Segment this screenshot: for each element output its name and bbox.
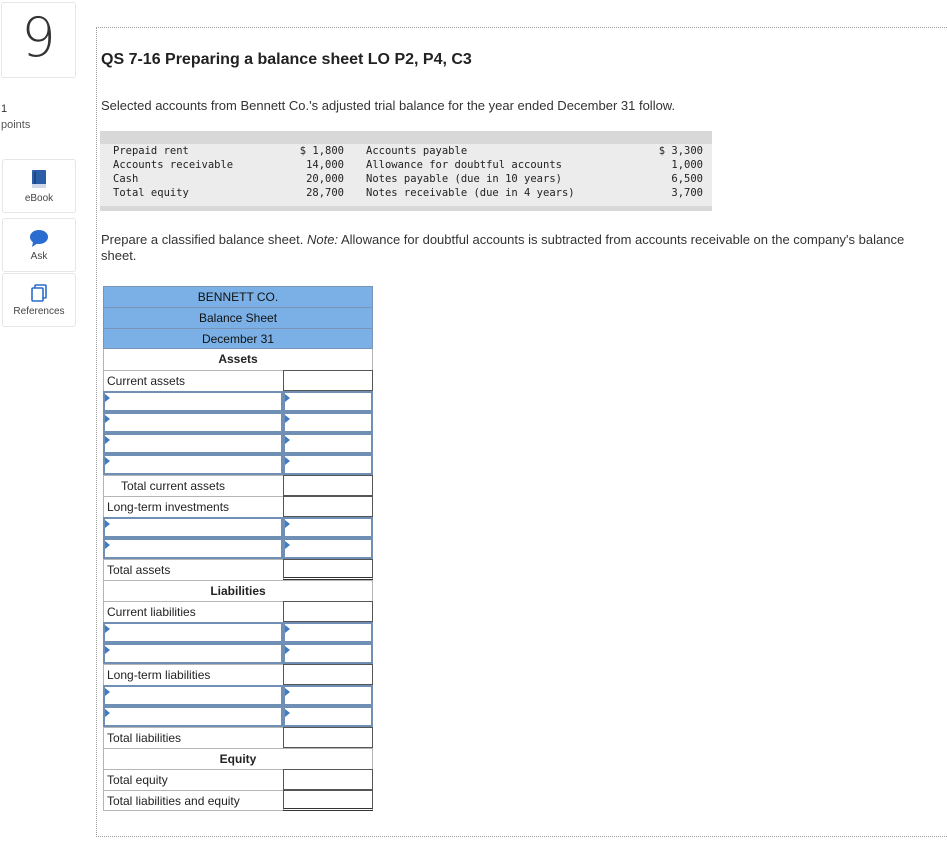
- question-number-box: [1, 2, 76, 78]
- long-term-liabilities-row: [103, 664, 373, 685]
- tb-right-amount-1: $ 3,300: [658, 145, 703, 157]
- current-asset-entry-3: [103, 433, 373, 454]
- tb-left-name-1: Prepaid rent: [113, 145, 189, 157]
- references-button[interactable]: [2, 273, 76, 327]
- total-liabilities-row: [103, 727, 373, 748]
- question-number: 9: [21, 6, 56, 69]
- total-equity-amount[interactable]: [283, 769, 373, 790]
- company-name: BENNETT CO.: [103, 286, 373, 307]
- balance-sheet-worksheet: [103, 286, 373, 811]
- question-prompt: [101, 232, 931, 264]
- current-assets-amount-cell: [283, 370, 373, 391]
- tb-left-name-4: Total equity: [113, 187, 189, 199]
- long-term-liability-account-1[interactable]: [103, 685, 283, 706]
- total-liabilities-amount[interactable]: [283, 727, 373, 748]
- current-liability-account-2[interactable]: [103, 643, 283, 664]
- points-label: points: [1, 119, 31, 131]
- long-term-investment-account-1[interactable]: [103, 517, 283, 538]
- current-asset-account-1[interactable]: [103, 391, 283, 412]
- long-term-investment-account-2[interactable]: [103, 538, 283, 559]
- long-term-investments-amount-cell: [283, 496, 373, 517]
- tb-left-amount-2: 14,000: [306, 159, 344, 171]
- ebook-label: eBook: [24, 192, 54, 204]
- question-intro: Selected accounts from Bennett Co.'s adjusted trial balance for the year ended December 31 follow.: [101, 98, 676, 113]
- assets-heading: Assets: [103, 349, 373, 370]
- current-assets-row: [103, 370, 373, 391]
- current-asset-amount-4[interactable]: [283, 454, 373, 475]
- current-asset-account-3[interactable]: [103, 433, 283, 454]
- current-asset-entry-2: [103, 412, 373, 433]
- total-liabilities-equity-label: Total liabilities and equity: [103, 790, 283, 811]
- current-liability-amount-1[interactable]: [283, 622, 373, 643]
- current-asset-entry-1: [103, 391, 373, 412]
- long-term-liability-account-2[interactable]: [103, 706, 283, 727]
- question-title: QS 7-16 Preparing a balance sheet LO P2, P4, C3: [101, 51, 472, 68]
- prompt-note-label: Note:: [306, 232, 339, 247]
- ebook-button[interactable]: [2, 159, 76, 213]
- total-equity-row: [103, 769, 373, 790]
- long-term-investments-row: [103, 496, 373, 517]
- current-asset-amount-2[interactable]: [283, 412, 373, 433]
- total-liabilities-label: Total liabilities: [103, 727, 283, 748]
- tb-left-amount-4: 28,700: [306, 187, 344, 199]
- documents-icon: [30, 284, 48, 302]
- current-liabilities-label: Current liabilities: [103, 601, 283, 622]
- statement-date: December 31: [103, 328, 373, 349]
- speech-bubble-icon: [29, 229, 49, 247]
- long-term-liability-amount-1[interactable]: [283, 685, 373, 706]
- total-liabilities-equity-row: [103, 790, 373, 811]
- statement-name: Balance Sheet: [103, 307, 373, 328]
- total-liabilities-equity-amount[interactable]: [283, 790, 373, 811]
- current-asset-account-2[interactable]: [103, 412, 283, 433]
- ask-button[interactable]: [2, 218, 76, 272]
- total-assets-label: Total assets: [103, 559, 283, 580]
- current-asset-entry-4: [103, 454, 373, 475]
- tb-right-amount-3: 6,500: [671, 173, 703, 185]
- tb-right-name-1: Accounts payable: [366, 145, 468, 157]
- long-term-liability-amount-2[interactable]: [283, 706, 373, 727]
- total-current-assets-row: [103, 475, 373, 496]
- tb-left-name-3: Cash: [113, 173, 139, 185]
- current-liability-entry-1: [103, 622, 373, 643]
- tb-right-amount-2: 1,000: [671, 159, 703, 171]
- ask-label: Ask: [30, 250, 48, 262]
- tb-left-amount-1: $ 1,800: [299, 145, 344, 157]
- tb-right-name-2: Allowance for doubtful accounts: [366, 159, 562, 171]
- long-term-investment-entry-2: [103, 538, 373, 559]
- current-asset-amount-1[interactable]: [283, 391, 373, 412]
- equity-heading: Equity: [103, 748, 373, 769]
- references-label: References: [13, 305, 65, 317]
- tb-right-name-4: Notes receivable (due in 4 years): [366, 187, 575, 199]
- points-value: 1: [1, 103, 8, 115]
- long-term-liability-entry-2: [103, 706, 373, 727]
- total-current-assets-amount[interactable]: [283, 475, 373, 496]
- long-term-liabilities-label: Long-term liabilities: [103, 664, 283, 685]
- tb-left-amount-3: 20,000: [306, 173, 344, 185]
- current-assets-label: Current assets: [103, 370, 283, 391]
- long-term-investment-amount-2[interactable]: [283, 538, 373, 559]
- current-liabilities-row: [103, 601, 373, 622]
- long-term-liabilities-amount-cell: [283, 664, 373, 685]
- total-current-assets-label: Total current assets: [103, 475, 283, 496]
- total-assets-amount[interactable]: [283, 559, 373, 580]
- long-term-investment-amount-1[interactable]: [283, 517, 373, 538]
- current-liability-entry-2: [103, 643, 373, 664]
- current-asset-account-4[interactable]: [103, 454, 283, 475]
- total-assets-row: [103, 559, 373, 580]
- long-term-liability-entry-1: [103, 685, 373, 706]
- current-liability-account-1[interactable]: [103, 622, 283, 643]
- current-asset-amount-3[interactable]: [283, 433, 373, 454]
- total-equity-label: Total equity: [103, 769, 283, 790]
- long-term-investment-entry-1: [103, 517, 373, 538]
- current-liabilities-amount-cell: [283, 601, 373, 622]
- liabilities-heading: Liabilities: [103, 580, 373, 601]
- current-liability-amount-2[interactable]: [283, 643, 373, 664]
- tb-left-name-2: Accounts receivable: [113, 159, 234, 171]
- prompt-text: Prepare a classified balance sheet.: [101, 232, 307, 247]
- long-term-investments-label: Long-term investments: [103, 496, 283, 517]
- trial-balance-block: [100, 131, 712, 211]
- tb-right-amount-4: 3,700: [671, 187, 703, 199]
- book-icon: [30, 169, 48, 189]
- tb-right-name-3: Notes payable (due in 10 years): [366, 173, 562, 185]
- prompt-note-text: Allowance for doubtful accounts is subtracted from accounts receivable on the company's balance sheet.: [101, 232, 905, 263]
